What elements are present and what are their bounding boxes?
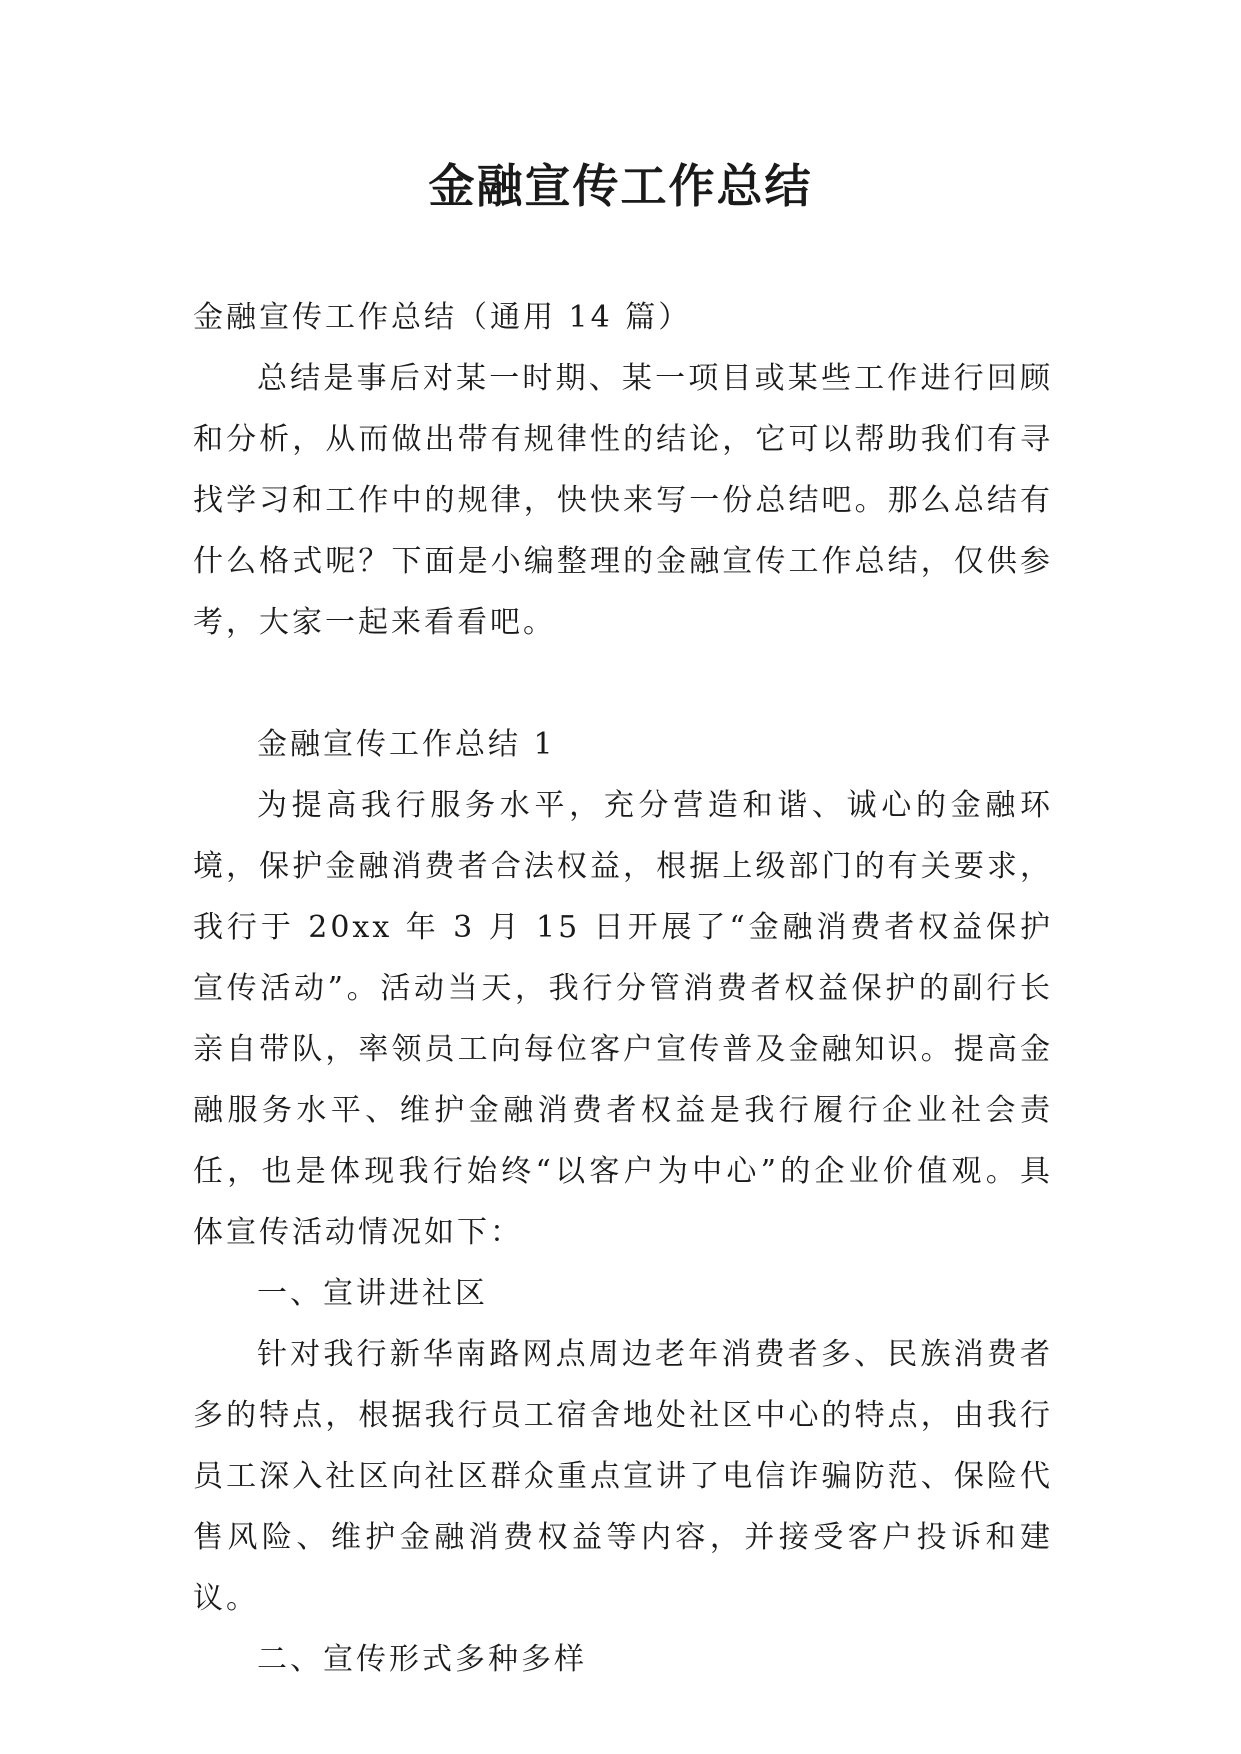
paragraph-spacer [193,653,1053,714]
subtitle: 金融宣传工作总结（通用 14 篇） [193,300,692,335]
item-heading-2: 二、宣传形式多种多样 [257,1642,587,1677]
section-heading: 金融宣传工作总结 1 [257,727,556,762]
document-title: 金融宣传工作总结 [428,159,813,213]
intro-paragraph: 总结是事后对某一时期、某一项目或某些工作进行回顾和分析，从而做出带有规律性的结论，它可以帮助我们有寻找学习和工作中的规律，快快来写一份总结吧。那么总结有什么格式呢？下面是小编整理的金融宣传工作总结，仅供参考，大家一起来看看吧。 [193,361,1053,640]
document-body [193,287,1053,1690]
item-paragraph-1: 针对我行新华南路网点周边老年消费者多、民族消费者多的特点，根据我行员工宿舍地处社区中心的特点，由我行员工深入社区向社区群众重点宣讲了电信诈骗防范、保险代售风险、维护金融消费权益等内容，并接受客户投诉和建议。 [193,1337,1053,1616]
body-paragraph-1: 为提高我行服务水平，充分营造和谐、诚心的金融环境，保护金融消费者合法权益，根据上级部门的有关要求，我行于 20xx 年 3 月 15 日开展了“金融消费者权益保护宣传活动”。活动当天，我行分管消费者权益保护的副行长亲自带队，率领员工向每位客户宣传普及金融知识。提高金融服务水平、维护金融消费者权益是我行履行企业社会责任，也是体现我行始终“以客户为中心”的企业价值观。具体宣传活动情况如下： [193,788,1053,1250]
item-heading-1: 一、宣讲进社区 [257,1276,488,1311]
